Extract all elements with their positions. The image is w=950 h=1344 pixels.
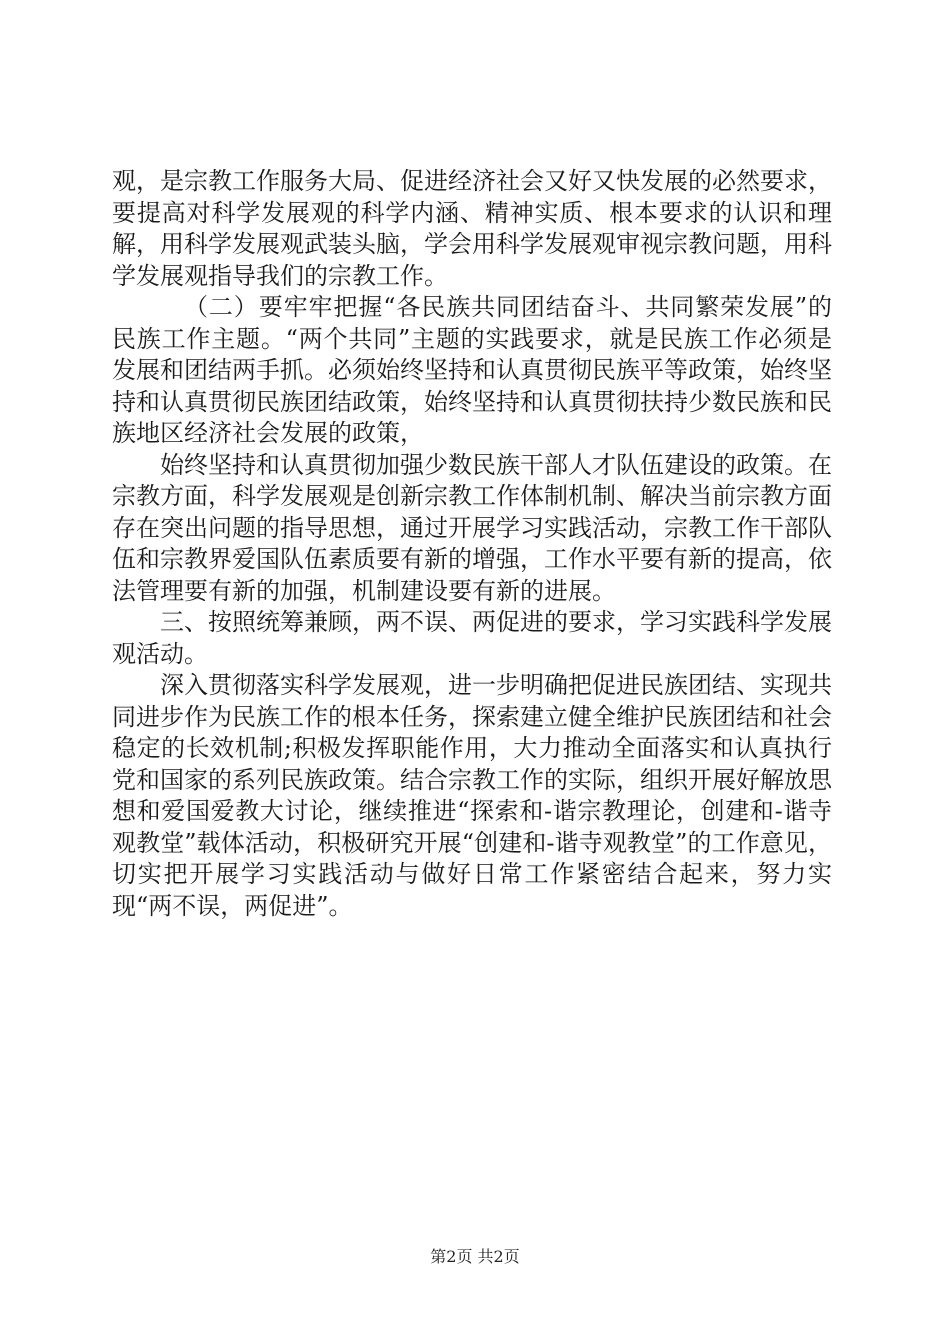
paragraph-religion-policy: 始终坚持和认真贯彻加强少数民族干部人才队伍建设的政策。在宗教方面，科学发展观是创新宗教工作体制机制、解决当前宗教方面存在突出问题的指导思想，通过开展学习实践活动，宗教工作干部队伍和宗教界爱国队伍素质要有新的增强，工作水平要有新的提高，依法管理要有新的加强，机制建设要有新的进展。 [112,450,832,605]
document-body [112,166,832,922]
paragraph-section-two: （二）要牢牢把握“各民族共同团结奋斗、共同繁荣发展”的民族工作主题。“两个共同”主题的实践要求，就是民族工作必须是发展和团结两手抓。必须始终坚持和认真贯彻民族平等政策，始终坚持和认真贯彻民族团结政策，始终坚持和认真贯彻扶持少数民族和民族地区经济社会发展的政策， [112,293,832,447]
paragraph-continuation: 观，是宗教工作服务大局、促进经济社会又好又快发展的必然要求，要提高对科学发展观的科学内涵、精神实质、根本要求的认识和理解，用科学发展观武装头脑，学会用科学发展观审视宗教问题，用科学发展观指导我们的宗教工作。 [112,167,832,290]
paragraph-section-three-heading: 三、按照统筹兼顾，两不误、两促进的要求，学习实践科学发展观活动。 [112,608,832,668]
paragraph-implementation: 深入贯彻落实科学发展观，进一步明确把促进民族团结、实现共同进步作为民族工作的根本任务，探索建立健全维护民族团结和社会稳定的长效机制;积极发挥职能作用，大力推动全面落实和认真执行党和国家的系列民族政策。结合宗教工作的实际，组织开展好解放思想和爱国爱教大讨论，继续推进“探索和-谐宗教理论，创建和-谐寺观教堂”载体活动，积极研究开展“创建和-谐寺观教堂”的工作意见，切实把开展学习实践活动与做好日常工作紧密结合起来，努力实现“两不误，两促进”。 [112,671,832,920]
page-footer: 第2页 共2页 [430,1247,520,1266]
